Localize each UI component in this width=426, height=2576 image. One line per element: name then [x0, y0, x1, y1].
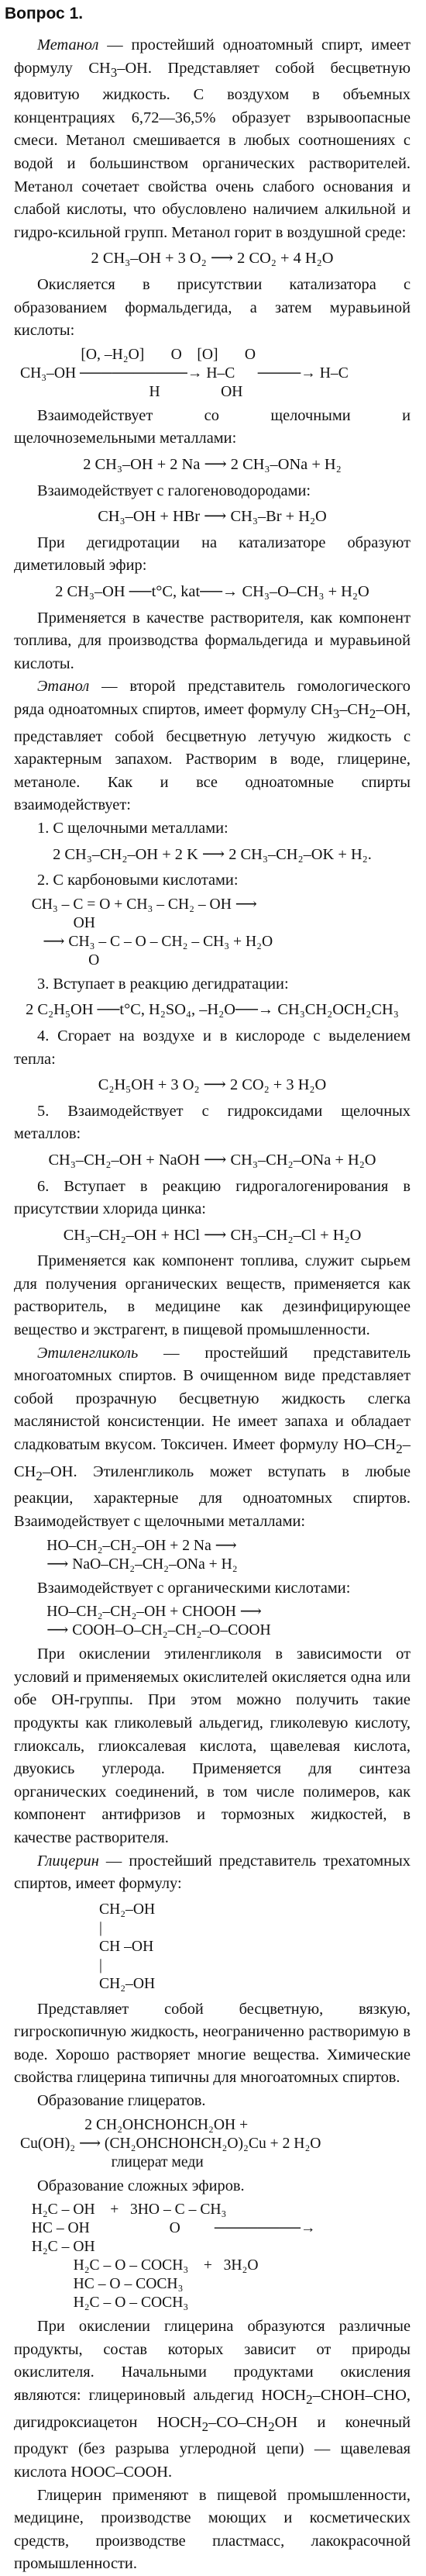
- paragraph: 1. С щелочными металлами:: [37, 819, 228, 837]
- equation: CH₃–OH + HBr ⟶ CH₃–Br + H₂O: [98, 508, 327, 526]
- paragraph: 5. Взаимодействует с гидроксидами щелочных металлов:: [14, 1102, 411, 1143]
- page-title: Вопрос 1.: [5, 5, 84, 22]
- paragraph: Окисляется в присутствии катализатора с образованием формальдегида, а затем муравьиной кислоты:: [14, 276, 411, 340]
- paragraph: При дегидротации на катализаторе образуют диметиловый эфир:: [14, 534, 411, 575]
- reaction-scheme: [O, –H₂O] O [O] O CH₃–OH ──────────→ H–C ────→ H–C H OH: [20, 346, 349, 400]
- equation: 2 CH₃–OH ──t°C, kat──→ CH₃–O–CH₃ + H₂O: [55, 582, 369, 600]
- equation: 2 C₂H₅OH ──t°C, H₂SO₄, –H₂O──→ CH₃CH₂OCH₂CH₃: [26, 1001, 399, 1019]
- paragraph: 6. Вступает в реакцию гидрогалогенирования в присутствии хлорида цинка:: [14, 1177, 411, 1218]
- paragraph: Метанол — простейший одноатомный спирт, имеет формулу $CH_3-OH$. Представляет собой бесцветную ядовитую жидкость. С воздухом в объемных концентрациях 6,72—36,5% образует взрывоопасные смеси. Метанол смешивается в любых соотношениях с водой и большинством органических растворителей. Метанол сочетает свойства очень слабого основания и слабой кислоты, что обусловлено наличием алкильной и гидро-ксильной групп. Метанол горит в воздушной среде:: [14, 36, 411, 241]
- equation: 2 CH₃–OH + 2 Na ⟶ 2 CH₃–ONa + H₂: [83, 455, 342, 473]
- equation: CH₃–CH₂–OH + HCl ⟶ CH₃–CH₂–Cl + H₂O: [63, 1226, 362, 1244]
- paragraph: При окислении этиленгликоля в зависимости от условий и применяемых окислителей окисляется одна или обе OH-группы. При этом можно получить такие продукты как гликолевый альдегид, гликолевую кислоту, глиоксаль, глиоксалевая кислота, щавелевая кислота, двуокись углерода. Применяется для синтеза органических соединений, в том числе полимеров, как компонент антифризов и тормозных жидкостей, в качестве растворителя.: [14, 1645, 411, 1846]
- structural-formula: CH₂–OH | CH –OH | CH₂–OH: [99, 1901, 156, 1992]
- document-body: [14, 34, 411, 2576]
- paragraph: При окислении глицерина образуются различные продукты, состав которых зависит от природы окислителя. Начальными продуктами окисления являются: глицериновый альдегид $HOCH_2-CHOH$–CHO, дигидроксиацетон $HOCH_2-CO-CH_2OH$ и конечный продукт (без разрыва углеродной цепи) — щавелевая кислота HOOC–COOH.: [14, 2318, 411, 2481]
- paragraph: Применяется как компонент топлива, служит сырьем для получения органических веществ, применяется как растворитель, в медицине как дезинфицирующее вещество и экстрагент, в пищевой промышленности.: [14, 1252, 411, 1339]
- equation: 2 CH₃–OH + 3 O₂ ⟶ 2 CO₂ + 4 H₂O: [91, 250, 334, 268]
- paragraph: Применяется в качестве растворителя, как компонент топлива, для производства формальдегида и муравьиной кислоты.: [14, 609, 411, 672]
- paragraph: Взаимодействует со щелочными и щелочноземельными металлами:: [14, 406, 411, 447]
- paragraph: Глицерин — простейший представитель трехатомных спиртов, имеет формулу:: [14, 1852, 411, 1893]
- paragraph: Взаимодействует с галогеноводородами:: [37, 482, 311, 499]
- paragraph: 2. С карбоновыми кислотами:: [37, 872, 239, 889]
- paragraph: Представляет собой бесцветную, вязкую, гигроскопичную жидкость, неограниченно растворимую в воде. Хорошо растворяет многие вещества. Химические свойства глицерина типичны для многоатомных спиртов.: [14, 2000, 411, 2087]
- paragraph: 3. Вступает в реакцию дегидратации:: [37, 975, 289, 993]
- reaction-scheme: HO–CH₂–CH₂–OH + 2 Na ⟶ ⟶ NaO–CH₂–CH₂–ONa + H₂: [46, 1537, 238, 1573]
- equation: C₂H₅OH + 3 O₂ ⟶ 2 CO₂ + 3 H₂O: [98, 1076, 327, 1094]
- paragraph: Образование сложных эфиров.: [37, 2177, 245, 2194]
- paragraph: 4. Сгорает на воздухе и в кислороде с выделением тепла:: [14, 1027, 411, 1068]
- paragraph: Образование глицератов.: [37, 2092, 206, 2110]
- paragraph: Взаимодействует с органическими кислотами:: [37, 1579, 351, 1597]
- reaction-scheme: CH₃ – C = O + CH₃ – CH₂ – OH ⟶ OH ⟶ CH₃ – C – O – CH₂ – CH₃ + H₂O O: [31, 896, 273, 969]
- paragraph: Этанол — второй представитель гомологического ряда одноатомных спиртов, имеет формулу $CH_3-CH_2-OH$, представляет собой бесцветную летучую жидкость с характерным запахом. Растворим в воде, глицерине, метаноле. Как и все одноатомные спирты взаимодействует:: [14, 678, 411, 814]
- reaction-scheme: 2 CH₂OHCHOHCH₂OH + Cu(OH)₂ ⟶ (CH₂OHCHOHCH₂O)₂Cu + 2 H₂O глицерат меди: [20, 2116, 321, 2170]
- paragraph: Глицерин применяют в пищевой промышленности, медицине, производстве моющих и косметических средств, производстве пластмасс, лакокрасочной промышленности.: [14, 2486, 411, 2573]
- paragraph: Этиленгликоль — простейший представитель многоатомных спиртов. В очищенном виде представляет собой прозрачную бесцветную жидкость слегка маслянистой консистенции. Не имеет запаха и обладает сладковатым вкусом. Токсичен. Имеет формулу $HO-CH_2-CH_2-OH$. Этиленгликоль может вступать в любые реакции, характерные для одноатомных спиртов. Взаимодействует с щелочными металлами:: [14, 1344, 411, 1530]
- equation: 2 CH₃–CH₂–OH + 2 K ⟶ 2 CH₃–CH₂–OK + H₂.: [53, 845, 372, 863]
- equation: CH₃–CH₂–OH + NaOH ⟶ CH₃–CH₂–ONa + H₂O: [48, 1151, 376, 1169]
- reaction-scheme: H₂C – OH + 3HO – C – CH₃ HC – OH O ────────→ H₂C – OH H₂C – O – COCH₃ + 3H₂O HC – O – COCH₃ H₂C – O – COCH₃: [31, 2201, 316, 2312]
- reaction-scheme: HO–CH₂–CH₂–OH + CHOOH ⟶ ⟶ COOH–O–CH₂–CH₂–O–COOH: [46, 1604, 271, 1639]
